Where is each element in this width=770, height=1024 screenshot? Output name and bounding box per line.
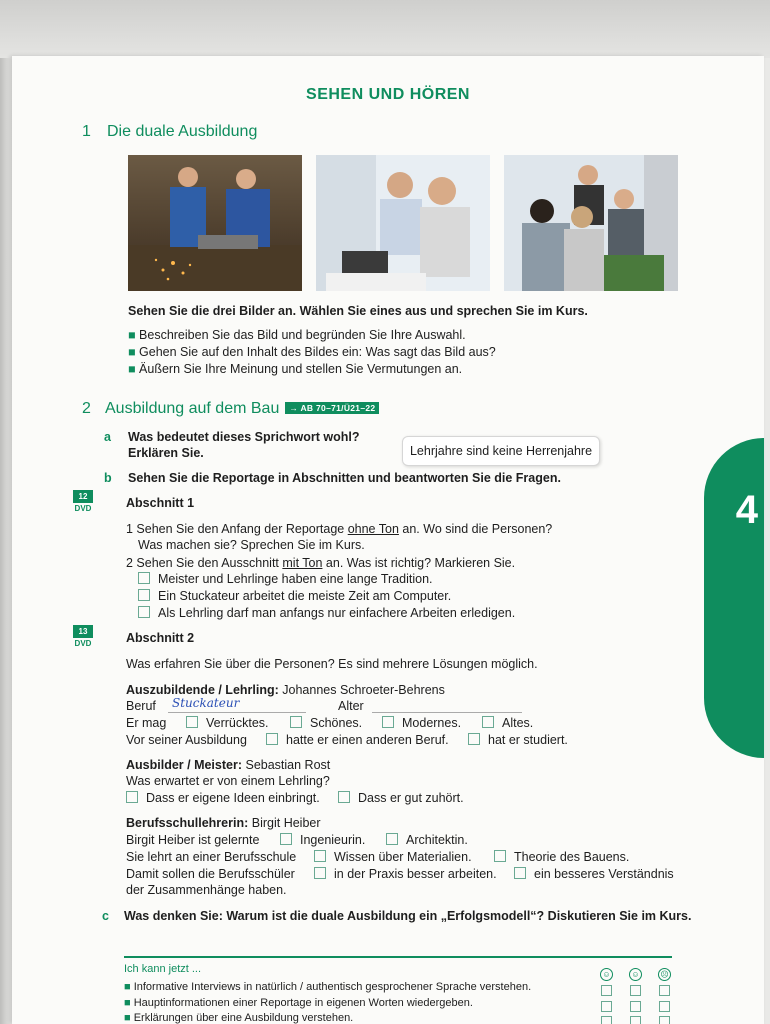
bullet-1: ■ Beschreiben Sie das Bild und begründen Sie Ihre Auswahl. (128, 328, 466, 342)
abschnitt-1-title: Abschnitt 1 (126, 496, 195, 510)
checkbox[interactable] (494, 850, 506, 862)
checkbox[interactable] (338, 791, 350, 803)
section-1-instruction: Sehen Sie die drei Bilder an. Wählen Sie eines aus und sprechen Sie im Kurs. (128, 304, 588, 318)
bullet-2: ■ Gehen Sie auf den Inhalt des Bildes ein: Was sagt das Bild aus? (128, 345, 496, 359)
proverb-bubble: Lehrjahre sind keine Herrenjahre (402, 436, 600, 466)
task-b-letter: b (104, 471, 112, 485)
chapter-number: 4 (735, 488, 758, 532)
beruf-label: Beruf (126, 699, 156, 713)
section-2-title-row (105, 400, 379, 418)
checkbox[interactable] (314, 867, 326, 879)
vor-label: Vor seiner Ausbildung (126, 733, 247, 747)
page-shadow (0, 58, 12, 1024)
lehrerin-r3-label: Damit sollen die Berufsschüler (126, 867, 295, 881)
textbook-page (12, 56, 764, 1024)
alter-label: Alter (338, 699, 364, 713)
option-row[interactable]: Ein Stuckateur arbeitet die meiste Zeit am Computer. (138, 589, 451, 603)
dvd-12-icon: 12 DVD (74, 492, 92, 513)
dvd-13-icon: 13 DVD (74, 627, 92, 648)
lehrerin-option[interactable]: Wissen über Materialien. (314, 850, 472, 864)
smiley-neutral-icon: ☺ (629, 964, 642, 982)
section-2-number: 2 (82, 400, 91, 417)
beruf-handwritten-answer[interactable]: Stuckateur (172, 696, 240, 710)
checkbox[interactable] (138, 606, 150, 618)
abschnitt-1-q1b: Was machen sie? Sprechen Sie im Kurs. (138, 538, 365, 552)
scan-top-band (0, 0, 770, 58)
photo-lab-team (504, 155, 678, 291)
checkbox[interactable] (186, 716, 198, 728)
smiley-happy-icon: ☺ (600, 964, 613, 982)
ermag-option[interactable]: Schönes. (290, 716, 362, 730)
ermag-option[interactable]: Modernes. (382, 716, 461, 730)
task-c-letter: c (102, 909, 109, 923)
lehrerin-option[interactable]: ein besseres Verständnis (514, 867, 674, 881)
divider (124, 956, 672, 958)
checkbox[interactable] (290, 716, 302, 728)
task-a-line2: Erklären Sie. (128, 446, 204, 460)
checkbox[interactable] (126, 791, 138, 803)
lehrerin-heading: Berufsschullehrerin: Birgit Heiber (126, 816, 321, 830)
abschnitt-2-intro: Was erfahren Sie über die Personen? Es sind mehrere Lösungen möglich. (126, 657, 538, 671)
abschnitt-1-q2: 2 Sehen Sie den Ausschnitt mit Ton an. Was ist richtig? Markieren Sie. (126, 556, 516, 570)
lehrerin-r1-label: Birgit Heiber ist gelernte (126, 833, 260, 847)
checkbox[interactable] (514, 867, 526, 879)
ichkann-item: ■ Informative Interviews in natürlich / authentisch gesprochener Sprache verstehen. (124, 981, 532, 993)
checkbox[interactable] (280, 833, 292, 845)
alter-line[interactable] (372, 712, 522, 713)
task-b-text: Sehen Sie die Reportage in Abschnitten und beantworten Sie die Fragen. (128, 471, 561, 485)
section-1-number: 1 (82, 123, 91, 140)
meister-heading: Ausbilder / Meister: Sebastian Rost (126, 758, 331, 772)
task-a-line1: Was bedeutet dieses Sprichwort wohl? (128, 430, 360, 444)
option-row[interactable]: Als Lehrling darf man anfangs nur einfachere Arbeiten erledigen. (138, 606, 515, 620)
option-row[interactable]: Meister und Lehrlinge haben eine lange Tradition. (138, 572, 433, 586)
selfcheck-box[interactable] (659, 1014, 670, 1024)
lehrerin-r2-label: Sie lehrt an einer Berufsschule (126, 850, 297, 864)
task-c-text: Was denken Sie: Warum ist die duale Ausbildung ein „Erfolgsmodell“? Diskutieren Sie im Kurs. (124, 909, 692, 923)
ermag-option[interactable]: Verrücktes. (186, 716, 269, 730)
checkbox[interactable] (386, 833, 398, 845)
checkbox[interactable] (138, 589, 150, 601)
ermag-option[interactable]: Altes. (482, 716, 533, 730)
meister-option[interactable]: Dass er gut zuhört. (338, 791, 464, 805)
page-title: SEHEN UND HÖREN (306, 86, 470, 103)
selfcheck-box[interactable] (630, 1014, 641, 1024)
checkbox[interactable] (482, 716, 494, 728)
abschnitt-1-q1: 1 Sehen Sie den Anfang der Reportage ohne Ton an. Wo sind die Personen? (126, 522, 553, 536)
ichkann-item: ■ Hauptinformationen einer Reportage in eigenen Worten wiedergeben. (124, 997, 473, 1009)
photo-office-laptop (316, 155, 490, 291)
beruf-line (168, 712, 306, 713)
checkbox[interactable] (266, 733, 278, 745)
lehrerin-option[interactable]: in der Praxis besser arbeiten. (314, 867, 497, 881)
checkbox[interactable] (468, 733, 480, 745)
bullet-3: ■ Äußern Sie Ihre Meinung und stellen Sie Vermutungen an. (128, 362, 463, 376)
meister-option[interactable]: Dass er eigene Ideen einbringt. (126, 791, 320, 805)
abschnitt-2-title: Abschnitt 2 (126, 631, 195, 645)
ichkann-title: Ich kann jetzt ... (124, 963, 202, 975)
section-1-title: Die duale Ausbildung (107, 123, 258, 140)
azubi-heading: Auszubildende / Lehrling: Johannes Schroeter-Behrens (126, 683, 445, 697)
checkbox[interactable] (382, 716, 394, 728)
workbook-reference: → AB 70–71/Ü21–22 (285, 402, 379, 414)
ermag-label: Er mag (126, 716, 167, 730)
selfcheck-box[interactable] (601, 1014, 612, 1024)
smiley-sad-icon: ☹ (658, 964, 671, 982)
section-2-title: Ausbildung auf dem Bau (105, 400, 280, 417)
meister-question: Was erwartet er von einem Lehrling? (126, 774, 330, 788)
ichkann-item: ■ Erklärungen über eine Ausbildung verstehen. (124, 1012, 354, 1024)
chapter-tab (704, 438, 764, 758)
checkbox[interactable] (314, 850, 326, 862)
task-a-letter: a (104, 430, 111, 444)
lehrerin-r3-continuation: der Zusammenhänge haben. (126, 883, 287, 897)
vor-option[interactable]: hatte er einen anderen Beruf. (266, 733, 449, 747)
lehrerin-option[interactable]: Theorie des Bauens. (494, 850, 629, 864)
vor-option[interactable]: hat er studiert. (468, 733, 568, 747)
lehrerin-option[interactable]: Architektin. (386, 833, 468, 847)
checkbox[interactable] (138, 572, 150, 584)
lehrerin-option[interactable]: Ingenieurin. (280, 833, 365, 847)
photo-workshop-grinding (128, 155, 302, 291)
